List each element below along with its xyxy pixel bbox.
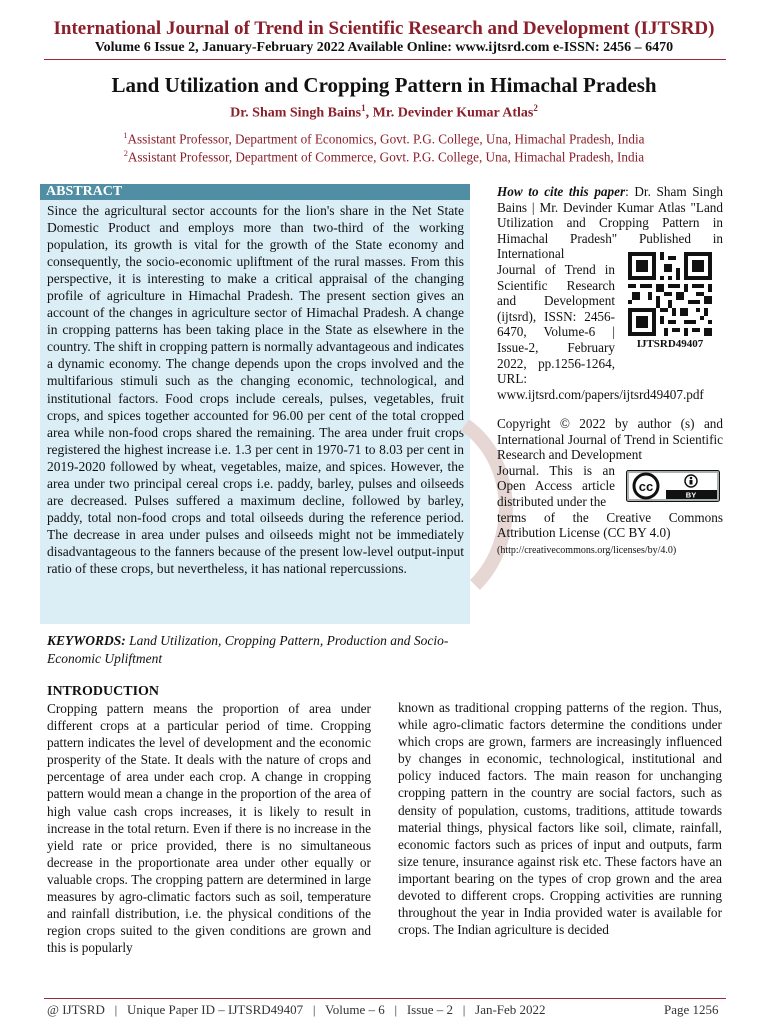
keywords-text: Land Utilization, Cropping Pattern, Production and Socio-Economic Upliftment <box>47 633 449 666</box>
aff-2-sup: 2 <box>123 149 128 158</box>
author-separator: , <box>365 105 373 121</box>
footer-rule <box>44 998 726 999</box>
copyright-narrow: Journal. This is an Open Access article distributed under the <box>497 462 615 509</box>
abstract-text: Since the agricultural sector accounts for the lion's share in the Net State Domestic Product and employs more than two-third of the working population, its growth is vital for the growth of the State economy and consequently, the socio-economic upliftment of the rural masses. From this perspective, it is interesting to make a critical appraisal of the changing profile of agriculture in Himachal Pradesh. The present section gives an account of the changes in agriculture sector of Himachal Pradesh. A change in cropping patterns has been taking place in the State as elsewhere in the country. The shift in cropping pattern is normally advantageous and indicates a dynamic economy. The change depends upon the crops involved and the multifarious stimuli such as the changing economic, technological, and institutional factors. Food crops include cereals, pulses, vegetables, fruit crops, and spices together accounted for 96.00 per cent of the total cropped area while non-food crops shared the remaining. The area under fruit crops registered the highest increase i.e. 1.3 per cent in 1970-71 to 8.03 per cent in 2019-2020 followed by wheat, vegetables, maize, and spices. However, the area under two principal cereal crops i.e. paddy, barley, pulses and oilseeds are decreased. Pulses suffered a maximum decline, followed by barley, paddy, total non-food crops and total oilseeds during the reference period. The decrease in area under pulses and oilseeds might not be immediately disadvantageous to the fanners because of the present low-level output-input ratio of these crops, but nevertheless, it has national repercussions. <box>47 203 464 576</box>
cc-badge-cc-text: cc <box>638 479 654 494</box>
cite-intro: : Dr. Sham Singh Bains | Mr. Devinder Kumar Atlas "Land Utilization and Cropping Pattern in Himachal Pradesh" Published in International <box>497 184 724 262</box>
aff-2-text: Assistant Professor, Department of Commerce, Govt. P.G. College, Una, Himachal Pradesh, India <box>127 149 645 165</box>
affiliation-1 <box>0 131 768 147</box>
author-line <box>0 103 768 122</box>
footer-info: @ IJTSRD | Unique Paper ID – IJTSRD49407 | Volume – 6 | Issue – 2 | Jan-Feb 2022 <box>47 1002 546 1017</box>
keywords <box>47 632 472 667</box>
aff-1-sup: 1 <box>123 131 128 140</box>
author-2-sup: 2 <box>533 103 538 113</box>
journal-title: International Journal of Trend in Scientific Research and Development (IJTSRD) <box>53 18 715 39</box>
cite-url[interactable]: www.ijtsrd.com/papers/ijtsrd49407.pdf <box>497 386 704 402</box>
introduction-heading: INTRODUCTION <box>47 684 160 699</box>
affiliation-2 <box>0 149 768 165</box>
journal-volume-line: Volume 6 Issue 2, January-February 2022 Available Online: www.ijtsrd.com e-ISSN: 2456 – 6470 <box>94 40 674 55</box>
abstract-heading-bar <box>40 184 470 200</box>
author-2: Mr. Devinder Kumar Atlas <box>372 105 534 121</box>
introduction-left-column: Cropping pattern means the proportion of area under different crops at a particular period of time. Cropping pattern indicates the level of development and the economic prosperity of the State. It deals with the nature of crops and percentage of area under each crop. A change in cropping pattern would mean a change in the proportion of the area of high value cash crops increases, it is likely to result in increase in the total return. Even if there is no increase in the yield rate or price provided, there is no simultaneous decrease in the proportionate area under other equally or valuable crops. The cropping pattern are determined in large measures by agro-climatic factors such as soil, temperature and rainfall distribution, i.e. the physical conditions of the region crops suited to the given conditions are grown and this is popularly <box>47 701 371 956</box>
header-rule <box>44 59 726 60</box>
introduction-right-column: known as traditional cropping patterns of the region. Thus, while agro-climatic factors determine the conditions under which crops are grown, farmers are increasingly influenced by changes in economic, technological, institutional and policy induced factors. The main reason for unchanging cropping pattern in the country are social factors, such as density of population, customs, traditions, attitude towards material things, physical factors like soil, climate, rainfall, economic factors such as prices of input and outputs, farm size tenure, insurance against risk etc. These factors have an important bearing on the types of crop grown and the area devoted to different crops. Cropping activities are running throughout the year in India provided water is available for crops. The Indian agriculture is decided <box>398 700 722 938</box>
license-url[interactable]: (http://creativecommons.org/licenses/by/4.0) <box>497 544 677 556</box>
cc-by-license-icon <box>626 470 720 502</box>
cc-badge-by-text: BY <box>685 490 697 500</box>
author-1-sup: 1 <box>361 103 366 113</box>
author-1: Dr. Sham Singh Bains <box>230 105 362 121</box>
qr-code-icon <box>628 252 712 336</box>
paper-id-label: IJTSRD49407 <box>636 338 704 350</box>
keywords-label: KEYWORDS: <box>47 633 126 648</box>
cite-details: Journal of Trend in Scientific Research and Development (ijtsrd), ISSN: 2456-6470, Volume-6 | Issue-2, February 2022, pp.1256-1264, URL: <box>497 261 615 387</box>
copyright-wide: Copyright © 2022 by author (s) and International Journal of Trend in Scientific Research and Development <box>497 416 723 463</box>
cite-label: How to cite this paper <box>497 184 626 199</box>
paper-title: Land Utilization and Cropping Pattern in Himachal Pradesh <box>111 73 657 97</box>
copyright-rest: terms of the Creative Commons Attribution License (CC BY 4.0) <box>497 509 723 541</box>
page-number: Page 1256 <box>664 1002 719 1017</box>
abstract-heading: ABSTRACT <box>46 184 123 199</box>
aff-1-text: Assistant Professor, Department of Economics, Govt. P.G. College, Una, Himachal Pradesh, India <box>127 131 645 147</box>
